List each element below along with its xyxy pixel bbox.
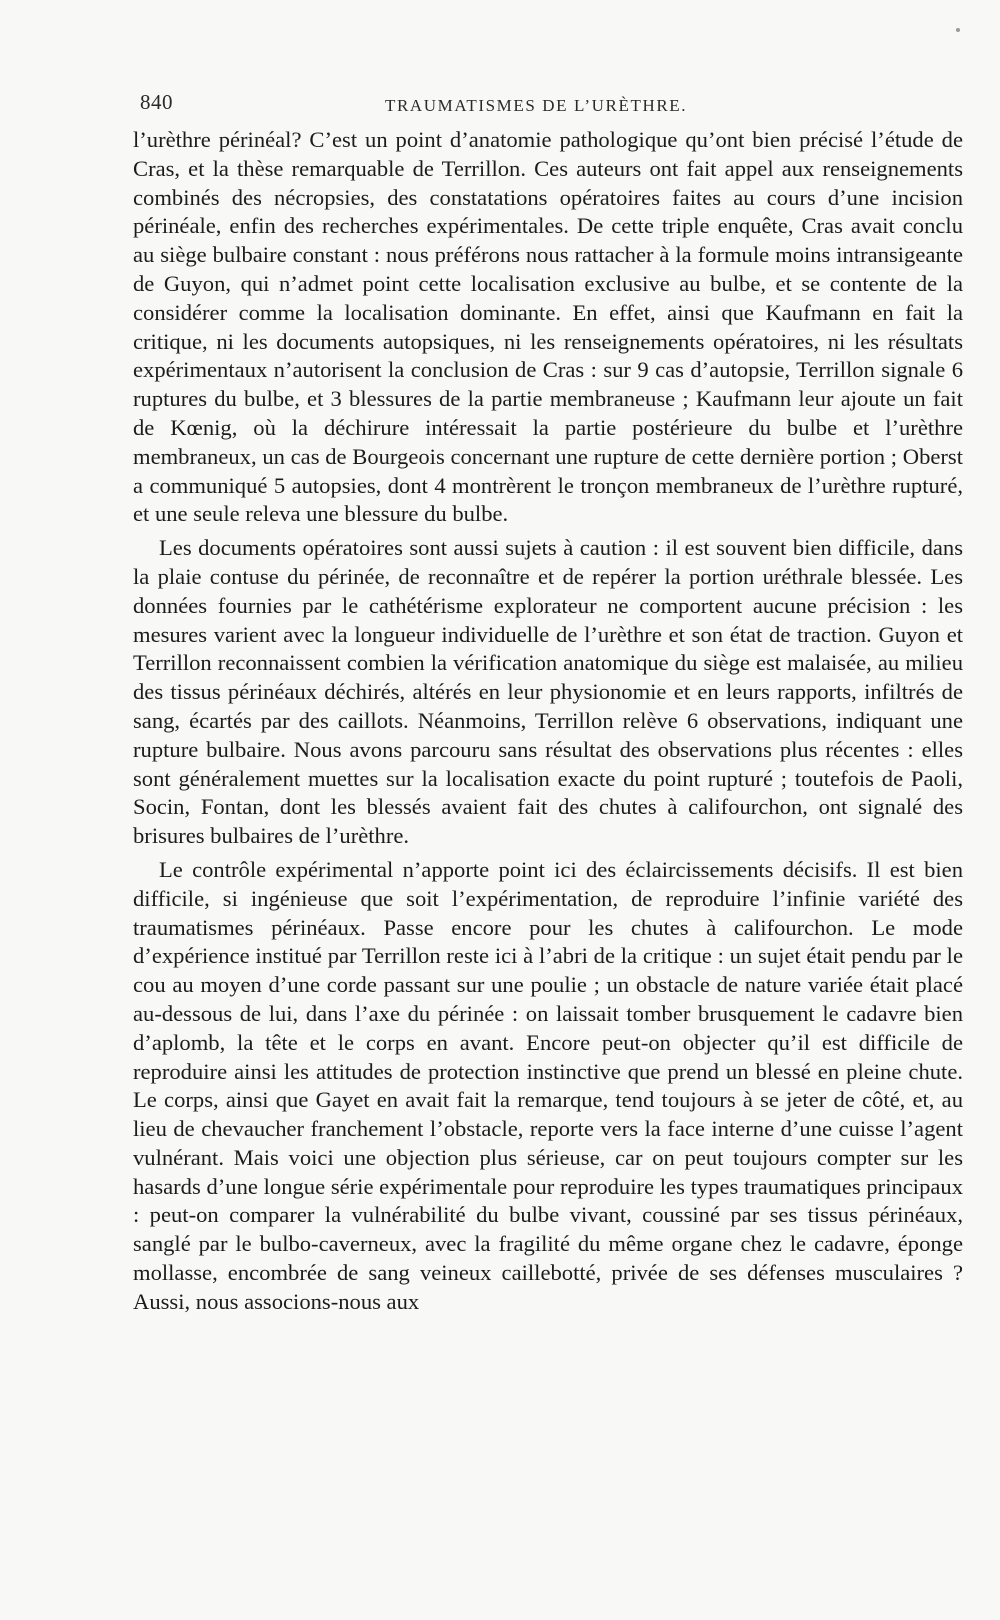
paragraph-3: Le contrôle expérimental n’apporte point ici des éclaircissements décisifs. Il est bien difficile, si ingénieuse que soit l’expérimentation, de reproduire l’infinie variété des traumatismes périnéaux. Passe encore pour les chutes à califourchon. Le mode d’expérience institué par Terrillon reste ici à l’abri de la critique : un sujet était pendu par le cou au moyen d’une corde passant sur une poulie ; un obstacle de nature variée était placé au-dessous de lui, dans l’axe du périnée : on laissait tomber brusquement le cadavre bien d’aplomb, la tête et le corps en avant. Encore peut-on objecter qu’il est difficile de reproduire ainsi les attitudes de protection instinctive que prend un blessé en pleine chute. Le corps, ainsi que Gayet en avait fait la remarque, tend toujours à se jeter de côté, et, au lieu de chevaucher franchement l’obstacle, reporte vers la face interne d’une cuisse l’agent vulnérant. Mais voici une objection plus sérieuse, car on peut toujours compter sur les hasards d’une longue série expérimentale pour reproduire les types traumatiques principaux : peut-on comparer la vulnérabilité du bulbe vivant, coussiné par ses tissus périnéaux, sanglé par le bulbo-caverneux, avec la fragilité du même organe chez le cadavre, éponge mollasse, encombrée de sang veineux caillebotté, privée de ses défenses musculaires ? Aussi, nous associons-nous aux [133,856,963,1314]
body-text [133,126,963,1317]
page-speck [956,28,960,32]
page-number: 840 [140,90,173,114]
page-header [140,86,970,116]
paragraph-2: Les documents opératoires sont aussi sujets à caution : il est souvent bien difficile, dans la plaie contuse du périnée, de reconnaître et de repérer la portion uréthrale blessée. Les données fournies par le cathétérisme explorateur ne comportent aucune précision : les mesures varient avec la longueur individuelle de l’urèthre et son état de traction. Guyon et Terrillon reconnaissent combien la vérification anatomique du siège est malaisée, au milieu des tissus périnéaux déchirés, altérés en leur physionomie et en leurs rapports, infiltrés de sang, écartés par des caillots. Néanmoins, Terrillon relève 6 observations, indiquant une rupture bulbaire. Nous avons parcouru sans résultat des observations plus récentes : elles sont généralement muettes sur la localisation exacte du point rupturé ; toutefois de Paoli, Socin, Fontan, dont les blessés avaient fait des chutes à califourchon, ont signalé des brisures bulbaires de l’urèthre. [133,535,963,849]
running-title: TRAUMATISMES DE L’URÈTHRE. [385,96,688,115]
paragraph-1: l’urèthre périnéal? C’est un point d’anatomie pathologique qu’ont bien précisé l’étude de Cras, et la thèse remarquable de Terrillon. Ces auteurs ont fait appel aux renseignements combinés des nécropsies, des constatations opératoires faites au cours d’une incision périnéale, enfin des recherches expérimentales. De cette triple enquête, Cras avait conclu au siège bulbaire constant : nous préférons nous rattacher à la formule moins intransigeante de Guyon, qui n’admet point cette localisation exclusive au bulbe, et se contente de la considérer comme la localisation dominante. En effet, ainsi que Kaufmann en fait la critique, ni les documents autopsiques, ni les renseignements opératoires, ni les résultats expérimentaux n’autorisent la conclusion de Cras : sur 9 cas d’autopsie, Terrillon signale 6 ruptures du bulbe, et 3 blessures de la partie membraneuse ; Kaufmann leur ajoute un fait de Kœnig, où la déchirure intéressait la partie postérieure du bulbe et l’urèthre membraneux, un cas de Bourgeois concernant une rupture de cette dernière portion ; Oberst a communiqué 5 autopsies, dont 4 montrèrent le tronçon membraneux de l’urèthre rupturé, et une seule releva une blessure du bulbe. [133,127,963,527]
